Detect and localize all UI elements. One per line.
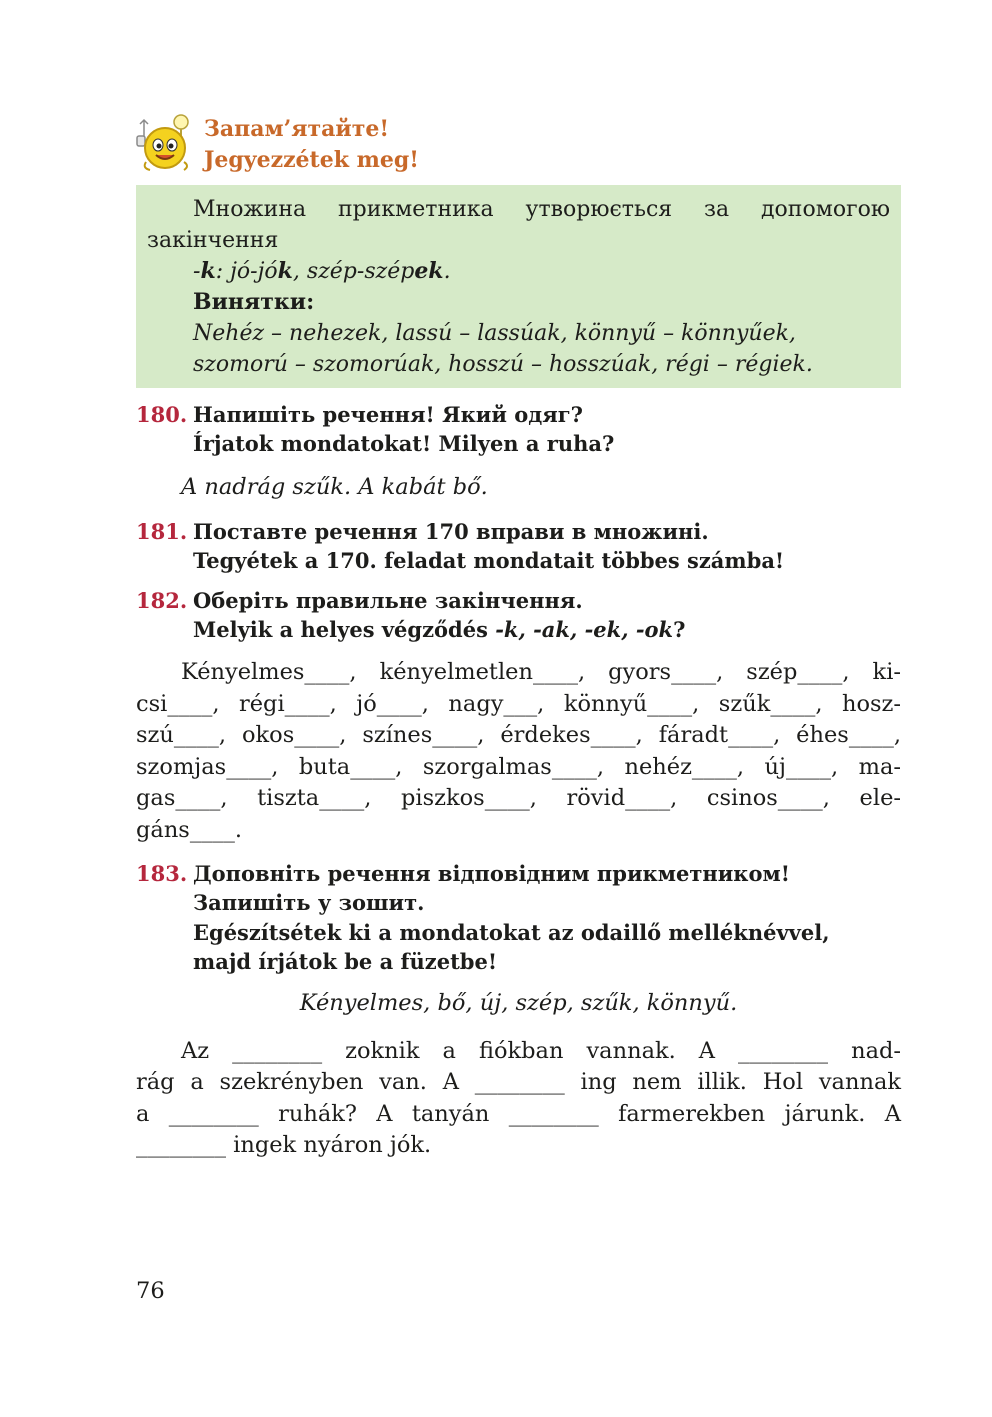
exercise-183-line: rág a szekrényben van. A ________ ing nem illik. Hol vannak [136,1069,901,1095]
exercise-180-instruction-hu: Írjatok mondatokat! Milyen a ruha? [193,431,615,456]
exercise-180-instruction-ua: Напишіть речення! Який одяг? [193,402,583,427]
smiley-mascot-icon [134,112,196,174]
rule-example-b: , szép-szép [292,259,415,284]
rule-exceptions-label: Винятки: [193,289,315,315]
exercise-183-line: ________ ingek nyáron jók. [136,1132,432,1158]
exercise-number-182: 182. [136,588,188,613]
exercise-182-hu-text: Melyik a helyes végződés [193,617,496,642]
exercise-183-line: Az ________ zoknik a fiókban vannak. A ________ nad- [181,1038,901,1064]
exercise-182-line: gas____, tiszta____, piszkos____, rövid____, csinos____, ele- [136,785,901,811]
exercise-183-instruction-hu-2: majd írjátok be a füzetbe! [193,949,498,974]
rule-exceptions-line-1: Nehéz – nehezek, lassú – lassúak, könnyű – könnyűek, [193,321,796,346]
rule-example-end: . [443,259,451,284]
rule-example-ek: ek [414,258,444,284]
rule-example-a: : jó-jó [215,259,278,284]
exercise-180-example: A nadrág szűk. A kabát bő. [181,474,488,500]
exercise-182-instruction-hu [193,615,685,644]
exercise-183-word-bank: Kényelmes, bő, új, szép, szűk, könnyű. [299,990,738,1016]
rule-exceptions-line-2: szomorú – szomorúak, hosszú – hosszúak, régi – régiek. [193,352,813,377]
exercise-number-180: 180. [136,402,188,427]
exercise-181-instruction-ua: Поставте речення 170 вправи в множині. [193,519,709,544]
exercise-182-line: gáns____. [136,817,243,843]
exercise-182-hu-suffixes: -k, -ak, -ek, -ok [495,617,674,642]
exercise-number-183: 183. [136,861,188,886]
exercise-182-hu-mark: ? [673,617,686,642]
exercise-182-line: szomjas____, buta____, szorgalmas____, nehéz____, új____, ma- [136,754,901,780]
exercise-182-line: szú____, okos____, színes____, érdekes____, fáradt____, éhes____, [136,722,901,748]
remember-title-hu: Jegyezzétek meg! [204,147,419,173]
remember-title-ua: Запам’ятайте! [204,116,389,142]
exercise-183-instruction-ua-2: Запишіть у зошит. [193,890,425,915]
rule-line-1: Множина прикметника утворюється за допомогою [193,197,890,222]
rule-line-3: -k: jó-jók, szép-szépek. [193,258,451,284]
exercise-183-line: a ________ ruhák? A tanyán ________ farmerekben járunk. A [136,1101,901,1127]
exercise-183-instruction-hu-1: Egészítsétek ki a mondatokat az odaillő melléknévvel, [193,920,830,945]
exercise-182-line: csi____, régi____, jó____, nagy___, könnyű____, szűk____, hosz- [136,691,901,717]
page-number: 76 [136,1278,165,1304]
rule-example-k: k [277,258,293,284]
remember-heading [204,114,419,176]
exercise-182-line: Kényelmes____, kényelmetlen____, gyors____, szép____, ki- [181,659,901,685]
exercise-181-instruction-hu: Tegyétek a 170. feladat mondatait többes számba! [193,548,785,573]
exercise-182-instruction-ua: Оберіть правильне закінчення. [193,588,583,613]
rule-suffix-k: k [200,258,216,284]
exercise-number-181: 181. [136,519,188,544]
rule-line-2: закінчення [147,228,279,253]
exercise-183-instruction-ua-1: Доповніть речення відповідним прикметником! [193,861,790,886]
